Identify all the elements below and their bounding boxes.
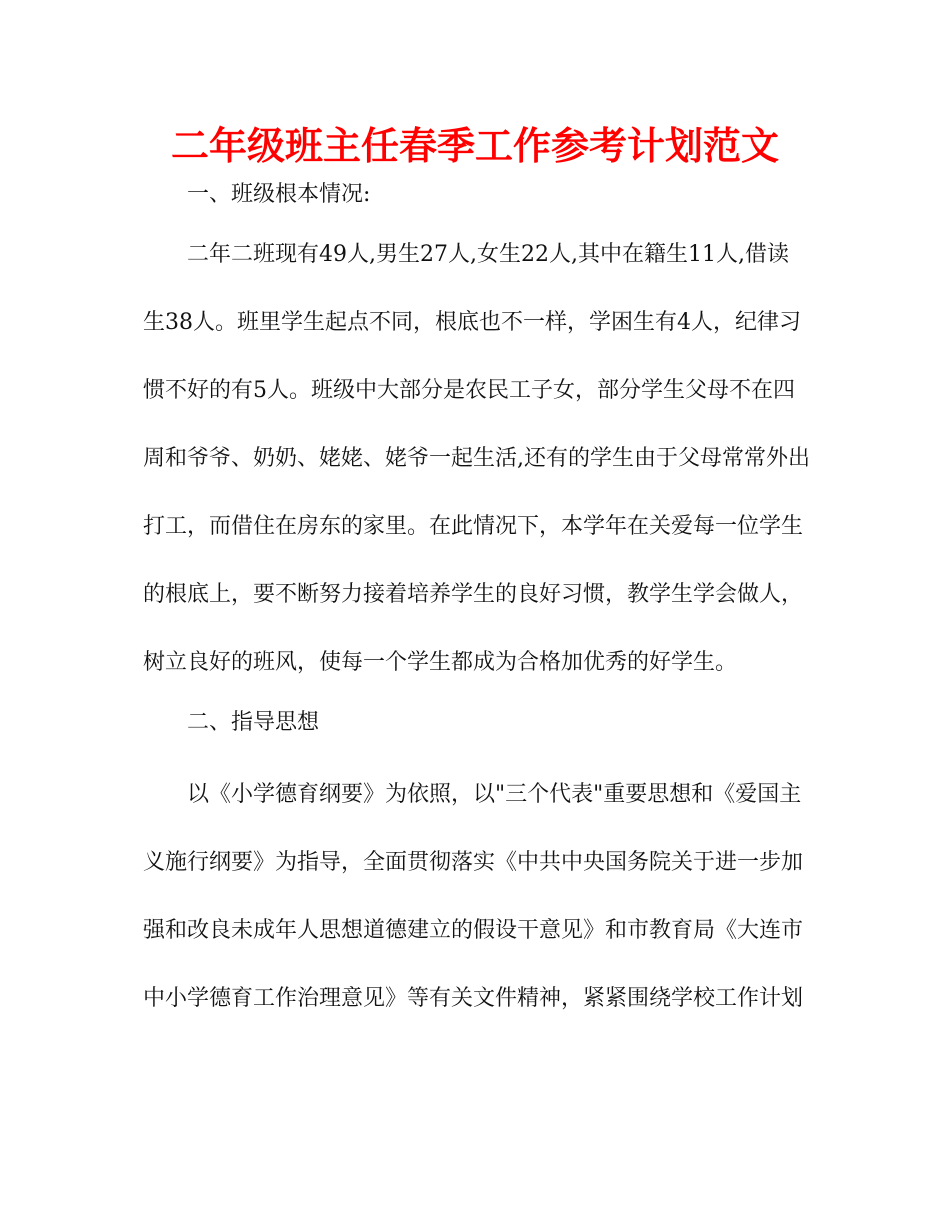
paragraph-line: 中小学德育工作治理意见》等有关文件精神，紧紧围绕学校工作计划 (143, 986, 804, 1011)
paragraph-line: 以《小学德育纲要》为依照，以"三个代表"重要思想和《爱国主 (187, 782, 802, 807)
paragraph-line: 二年二班现有49人,男生27人,女生22人,其中在籍生11人,借读 (187, 242, 789, 267)
section-heading-guiding-thought: 二、指导思想 (187, 710, 320, 735)
paragraph-line: 打工，而借住在房东的家里。在此情况下，本学年在关爱每一位学生 (143, 514, 804, 539)
paragraph-line: 惯不好的有5人。班级中大部分是农民工子女，部分学生父母不在四 (143, 378, 795, 403)
paragraph-line: 的根底上，要不断努力接着培养学生的良好习惯，教学生学会做人， (143, 582, 804, 607)
paragraph-line: 树立良好的班风，使每一个学生都成为合格加优秀的好学生。 (143, 650, 738, 675)
document-title: 二年级班主任春季工作参考计划范文 (170, 124, 779, 168)
paragraph-line: 生38人。班里学生起点不同，根底也不一样，学困生有4人，纪律习 (143, 310, 801, 335)
paragraph-line: 强和改良未成年人思想道德建立的假设干意见》和市教育局《大连市 (143, 918, 804, 943)
paragraph-line: 周和爷爷、奶奶、姥姥、姥爷一起生活,还有的学生由于父母常常外出 (143, 446, 810, 471)
paragraph-line: 义施行纲要》为指导，全面贯彻落实《中共中央国务院关于进一步加 (143, 850, 804, 875)
section-heading-basic-situation: 一、班级根本情况: (187, 182, 371, 207)
